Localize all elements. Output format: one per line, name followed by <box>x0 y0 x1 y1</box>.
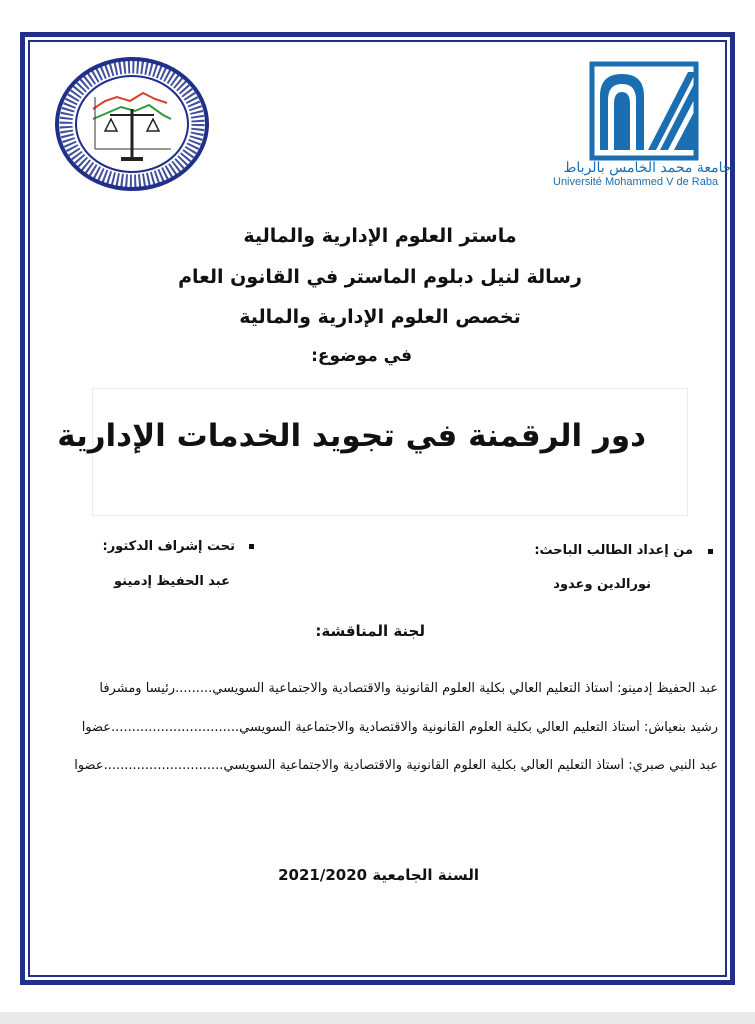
thesis-title: دور الرقمنة في تجويد الخدمات الإدارية <box>57 418 646 454</box>
student-name: نورالدين وعدود <box>553 577 651 592</box>
academic-year: السنة الجامعية 2021/2020 <box>278 866 479 884</box>
university-logo <box>588 60 700 162</box>
program-heading: ماستر العلوم الإدارية والمالية <box>243 225 517 247</box>
supervisor-bullet-icon <box>249 544 254 549</box>
committee-label: لجنة المناقشة: <box>315 622 425 640</box>
committee-member-2: رشيد بنعياش: أستاذ التعليم العالي بكلية العلوم القانونية والاقتصادية والاجتماعية السويسي...............................عضوا <box>81 720 718 735</box>
specialization-heading: تخصص العلوم الإدارية والمالية <box>239 306 521 328</box>
supervisor-label: تحت إشراف الدكتور: <box>102 539 235 554</box>
university-name-arabic: جامعة محمد الخامس بالرباط <box>563 160 732 176</box>
student-label: من إعداد الطالب الباحث: <box>534 543 693 558</box>
committee-member-1: عبد الحفيظ إدمينو: أستاذ التعليم العالي بكلية العلوم القانونية والاقتصادية والاجتماعية السويسي.........رئيسا ومشرفا <box>99 681 718 696</box>
university-name-french: Université Mohammed V de Raba <box>553 176 719 188</box>
faculty-seal-logo <box>55 57 209 191</box>
student-bullet-icon <box>708 549 713 554</box>
subject-heading: في موضوع: <box>311 346 412 366</box>
supervisor-name: عبد الحفيظ إدمينو <box>114 574 230 589</box>
thesis-heading: رسالة لنيل دبلوم الماستر في القانون العام <box>178 266 582 288</box>
committee-member-3: عبد النبي صبري: أستاذ التعليم العالي بكلية العلوم القانونية والاقتصادية والاجتماعية السويسي.............................عضوا <box>74 758 718 773</box>
page-bottom-edge <box>0 1012 755 1024</box>
